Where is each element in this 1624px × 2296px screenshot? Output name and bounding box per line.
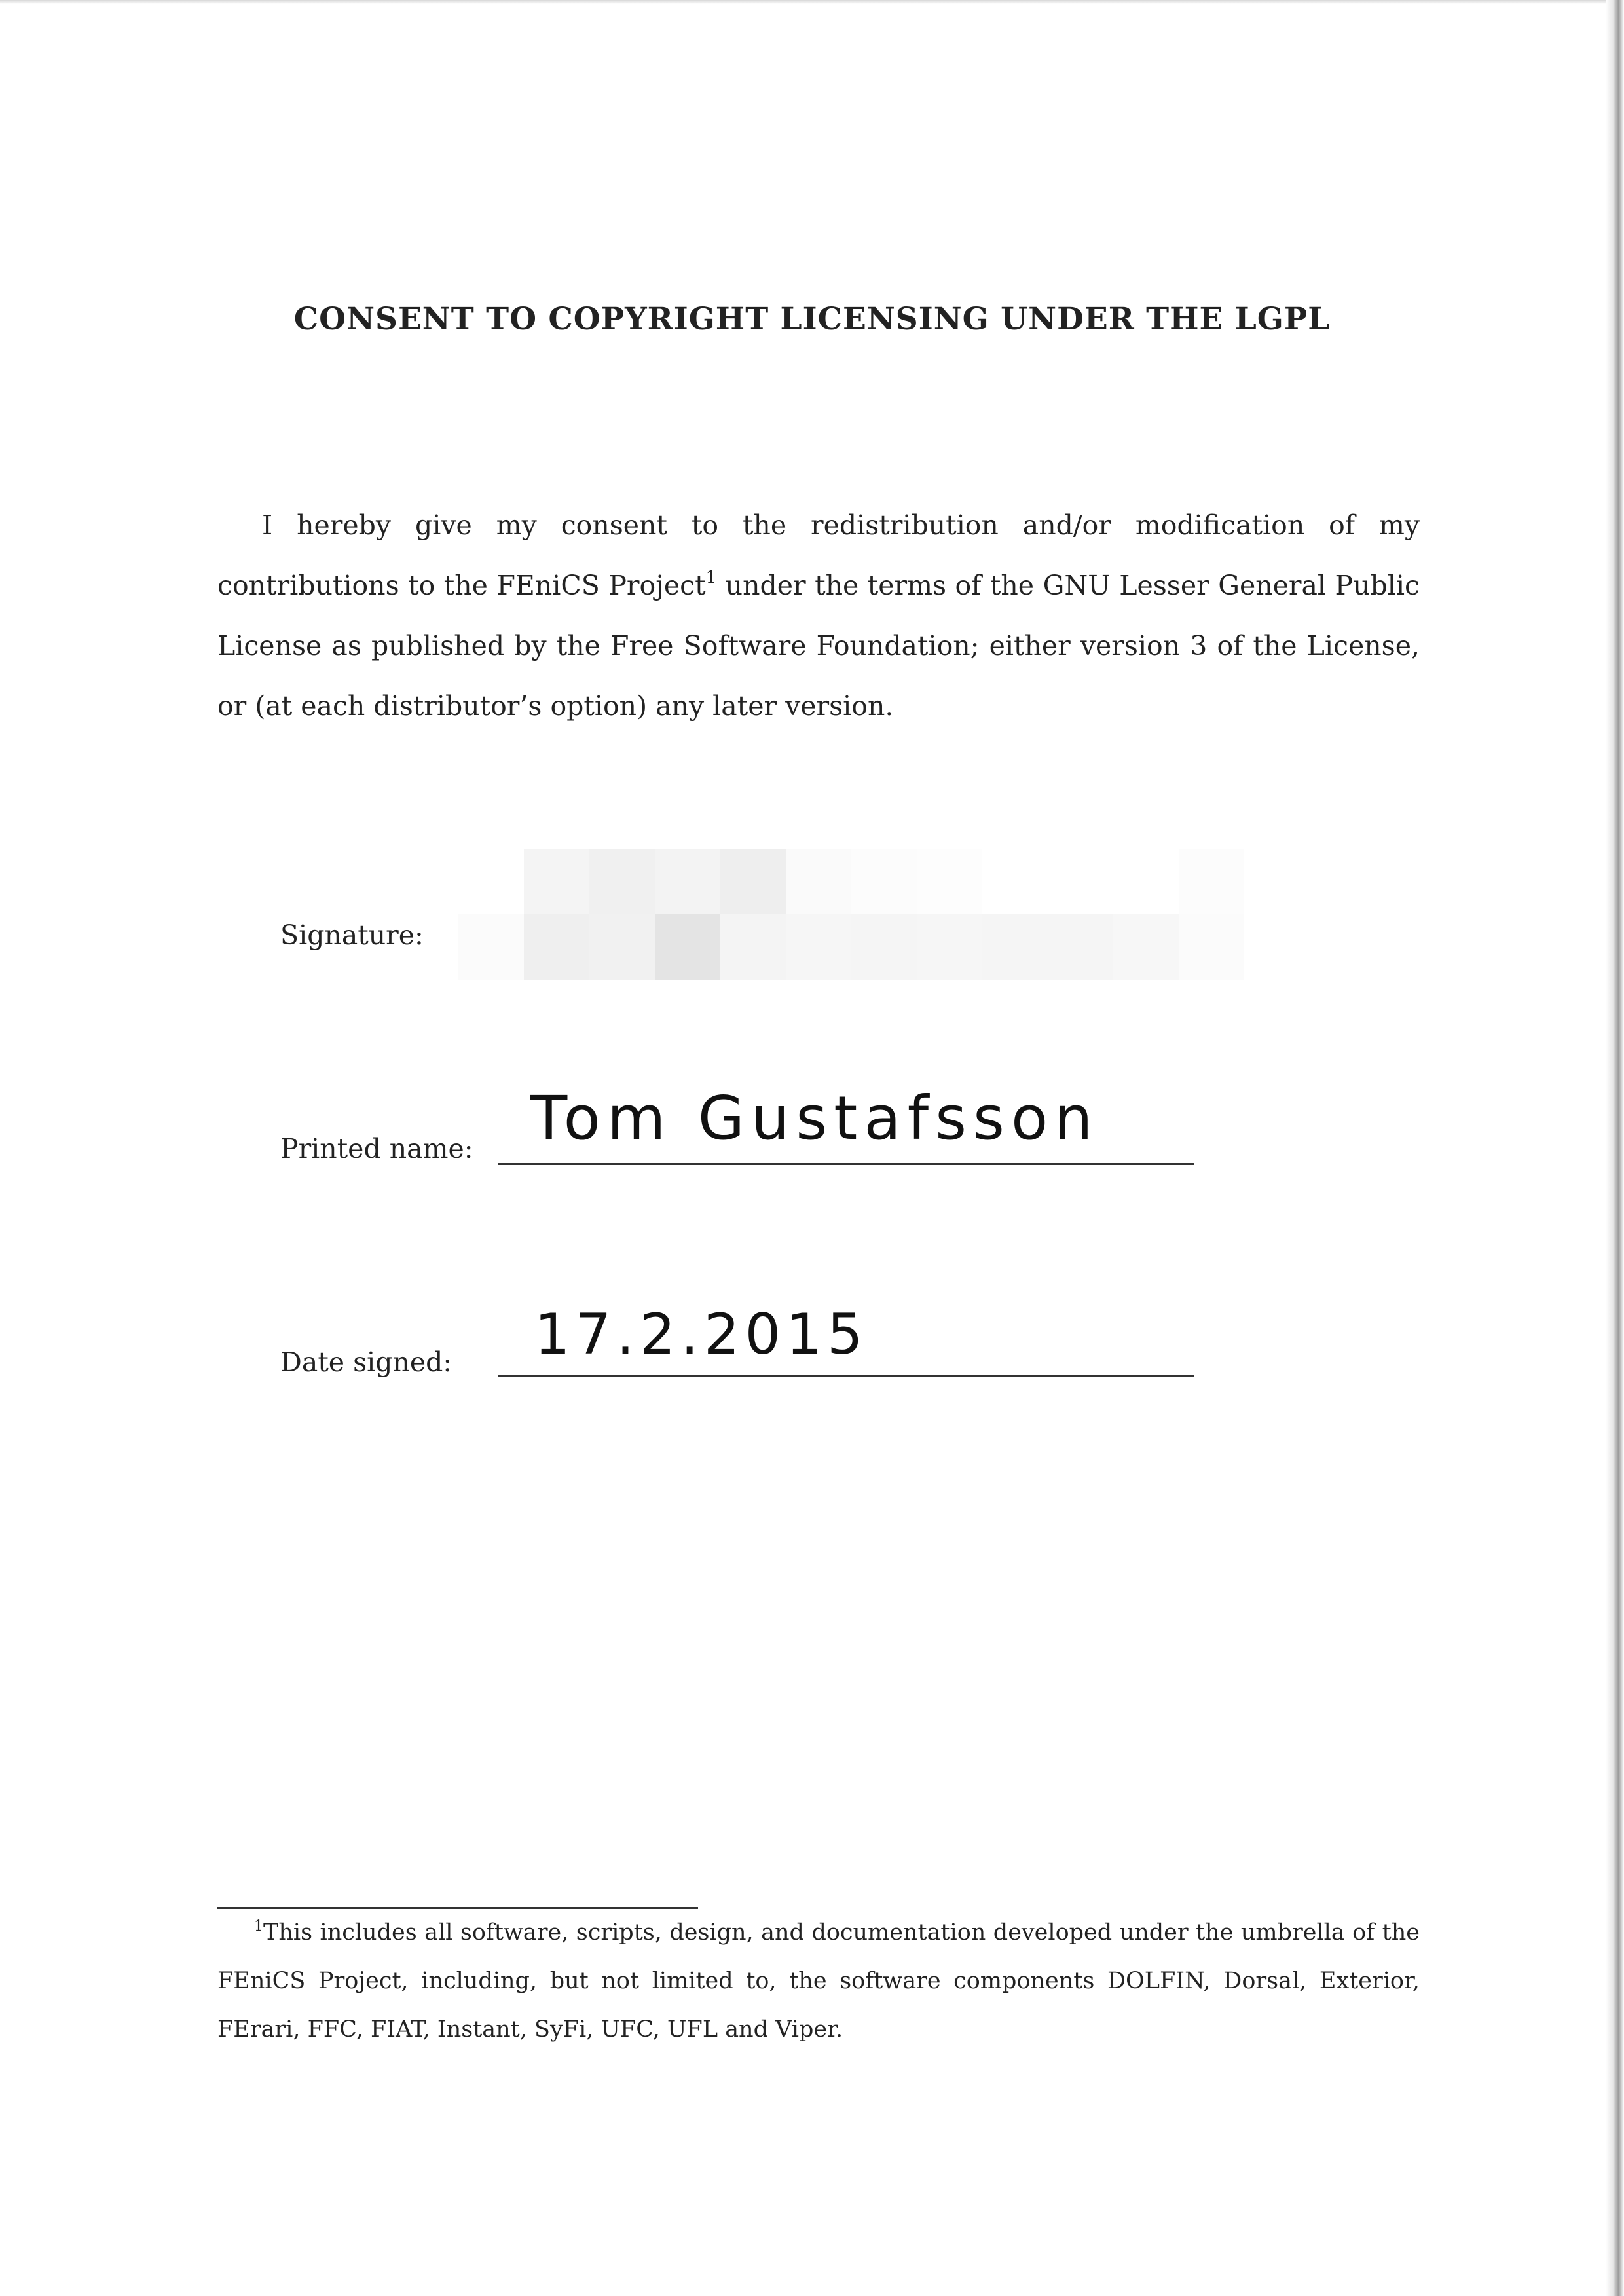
scan-right-edge xyxy=(1606,0,1624,2296)
footnote xyxy=(217,1908,1420,2054)
date-signed-line xyxy=(498,1375,1194,1377)
scan-top-edge xyxy=(0,0,1624,4)
footnote-text: This includes all software, scripts, design, and documentation developed under the umbrella of the FEniCS Project, including, but not limited to, the software components DOLFIN, Dorsal, Exterior, FErari, FFC, FIAT, Instant, SyFi, UFC, UFL and Viper. xyxy=(217,1919,1420,2043)
date-signed-label: Date signed: xyxy=(280,1346,452,1378)
printed-name-value: Tom Gustafsson xyxy=(530,1083,1099,1153)
document-title: CONSENT TO COPYRIGHT LICENSING UNDER THE LGPL xyxy=(293,301,1331,337)
signature-redacted xyxy=(458,849,1244,980)
printed-name-line xyxy=(498,1163,1194,1165)
footnote-mark: 1 xyxy=(254,1918,263,1935)
footnote-reference: 1 xyxy=(705,568,717,587)
consent-text-part-2: under the terms of the GNU Lesser General Public License as published by the Free Software Foundation; either version 3 of the License, or (at each distributor’s option) any later version. xyxy=(217,570,1420,722)
printed-name-label: Printed name: xyxy=(280,1133,473,1164)
signature-label: Signature: xyxy=(280,919,424,951)
consent-paragraph xyxy=(217,495,1420,736)
date-signed-value: 17.2.2015 xyxy=(534,1302,868,1367)
consent-text-part-1: I hereby give my consent to the redistribution and/or modification of my contributions to the FEniCS Project xyxy=(217,509,1420,601)
